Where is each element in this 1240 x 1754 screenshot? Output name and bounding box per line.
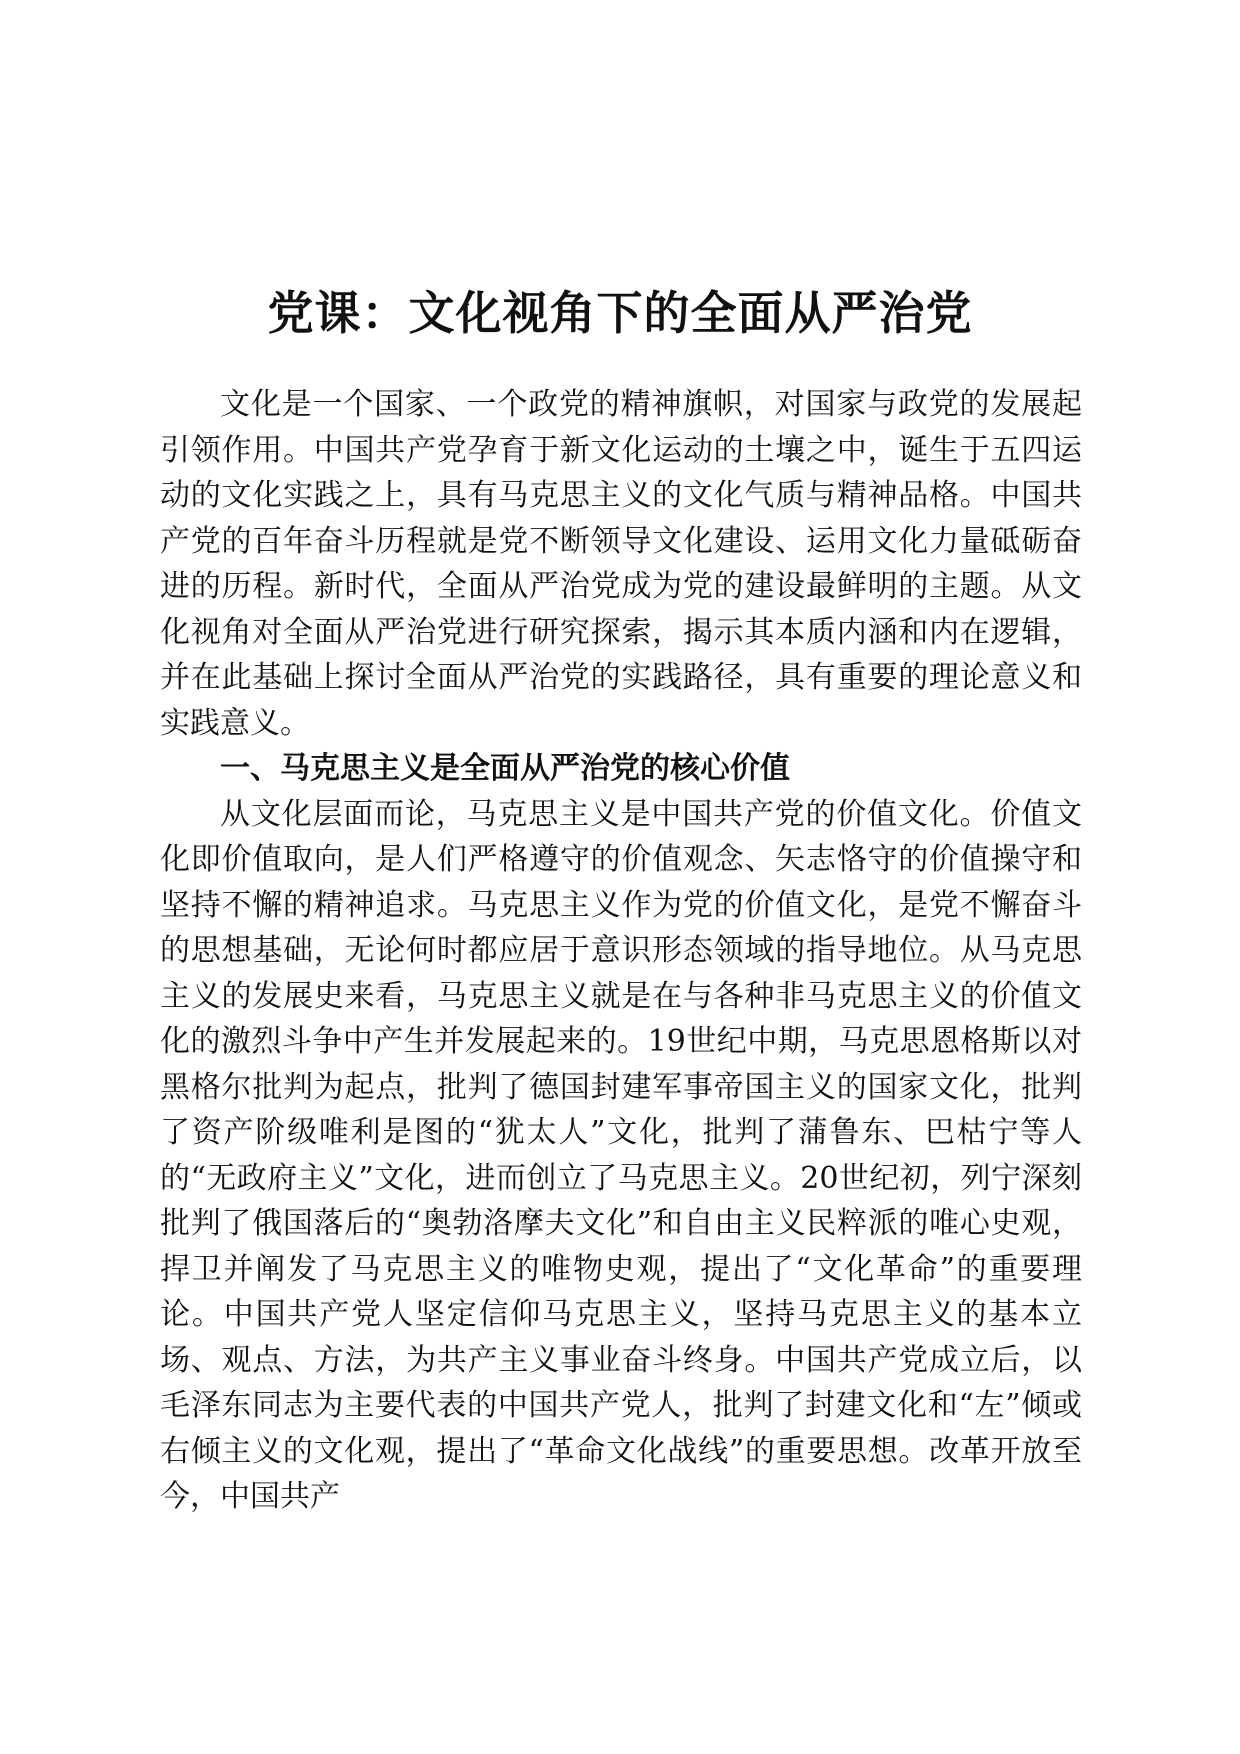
document-title: 党课：文化视角下的全面从严治党 bbox=[267, 285, 973, 340]
document-body bbox=[160, 382, 1082, 1520]
body-paragraph: 从文化层面而论，马克思主义是中国共产党的价值文化。价值文化即价值取向，是人们严格遵守的价值观念、矢志恪守的价值操守和坚持不懈的精神追求。马克思主义作为党的价值文化，是党不懈奋斗的思想基础，无论何时都应居于意识形态领域的指导地位。从马克思主义的发展史来看，马克思主义就是在与各种非马克思主义的价值文化的激烈斗争中产生并发展起来的。19世纪中期，马克思恩格斯以对黑格尔批判为起点，批判了德国封建军事帝国主义的国家文化，批判了资产阶级唯利是图的“犹太人”文化，批判了蒲鲁东、巴枯宁等人的“无政府主义”文化，进而创立了马克思主义。20世纪初，列宁深刻批判了俄国落后的“奥勃洛摩夫文化”和自由主义民粹派的唯心史观，捍卫并阐发了马克思主义的唯物史观，提出了“文化革命”的重要理论。中国共产党人坚定信仰马克思主义，坚持马克思主义的基本立场、观点、方法，为共产主义事业奋斗终身。中国共产党成立后，以毛泽东同志为主要代表的中国共产党人，批判了封建文化和“左”倾或右倾主义的文化观，提出了“革命文化战线”的重要思想。改革开放至今，中国共产 bbox=[160, 796, 1082, 1514]
section-heading: 一、马克思主义是全面从严治党的核心价值 bbox=[220, 751, 790, 786]
intro-paragraph: 文化是一个国家、一个政党的精神旗帜，对国家与政党的发展起引领作用。中国共产党孕育于新文化运动的土壤之中，诞生于五四运动的文化实践之上，具有马克思主义的文化气质与精神品格。中国共产党的百年奋斗历程就是党不断领导文化建设、运用文化力量砥砺奋进的历程。新时代，全面从严治党成为党的建设最鲜明的主题。从文化视角对全面从严治党进行研究探索，揭示其本质内涵和内在逻辑，并在此基础上探讨全面从严治党的实践路径，具有重要的理论意义和实践意义。 bbox=[160, 387, 1082, 741]
